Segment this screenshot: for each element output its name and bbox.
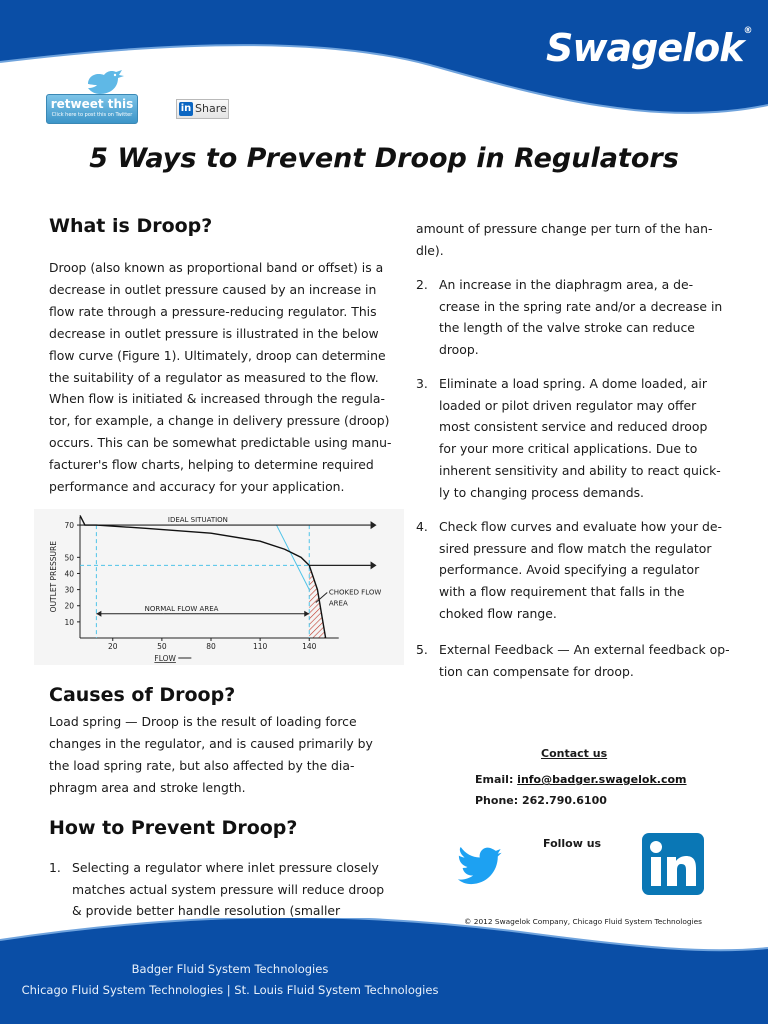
contact-phone: Phone: 262.790.6100 xyxy=(475,794,607,807)
text-line: When flow is initiated & increased through the regula- xyxy=(49,391,385,407)
normal-flow-arrow-right xyxy=(304,611,309,617)
text-line: External Feedback — An external feedback op- xyxy=(439,642,730,657)
linkedin-follow-icon[interactable] xyxy=(642,833,704,895)
text-line: phragm area and stroke length. xyxy=(49,779,246,795)
x-tick-label: 20 xyxy=(107,642,118,651)
linkedin-icon: in xyxy=(180,103,192,114)
text-line: inherent sensitivity and ability to react quick- xyxy=(439,462,721,478)
text-line: flow curve (Figure 1). Ultimately, droop can determine xyxy=(49,347,386,363)
text-line: matches actual system pressure will reduce droop xyxy=(72,881,385,897)
text-line: Load spring — Droop is the result of loading force xyxy=(49,714,357,729)
x-tick-label: 140 xyxy=(302,642,317,651)
text-line: decrease in outlet pressure is illustrated in the below xyxy=(49,325,379,341)
annotation-normal-flow: NORMAL FLOW AREA xyxy=(144,604,219,613)
step-number: 4. xyxy=(416,519,428,534)
text-line: the length of the valve stroke can reduce xyxy=(439,320,695,336)
step-text xyxy=(72,857,384,922)
step-text xyxy=(439,274,722,361)
y-tick-label: 20 xyxy=(64,601,74,611)
y-tick-label: 10 xyxy=(64,617,74,627)
step-1-continuation xyxy=(416,218,736,262)
contact-email: Email: info@badger.swagelok.com xyxy=(475,773,687,786)
causes-text xyxy=(49,711,399,799)
y-axis-label: OUTLET PRESSURE xyxy=(49,541,58,613)
flow-curve-line xyxy=(80,515,326,638)
text-line: tor, for example, a change in delivery pressure (droop) xyxy=(49,413,390,429)
section-heading-what-is-droop: What is Droop? xyxy=(49,215,213,237)
text-line: most consistent service and reduced droop xyxy=(439,419,708,435)
step-number: 3. xyxy=(416,376,428,391)
y-tick-label: 40 xyxy=(64,569,74,579)
step-number: 5. xyxy=(416,642,428,657)
text-line: changes in the regulator, and is caused primarily by xyxy=(49,735,373,751)
swagelok-logo: Swagelok® xyxy=(546,26,752,70)
annotation-choked-area: AREA xyxy=(328,599,348,608)
text-line: the suitability of a regulator as measured to the flow. xyxy=(49,369,379,385)
page-title: 5 Ways to Prevent Droop in Regulators xyxy=(89,143,679,174)
guide-slope xyxy=(277,525,310,590)
text-line: performance. Avoid specifying a regulator xyxy=(439,562,700,578)
text-line: for your more critical applications. Due to xyxy=(439,441,698,457)
flow-curve-svg xyxy=(34,509,404,665)
normal-flow-arrow-left xyxy=(96,611,101,617)
text-line: with a flow requirement that falls in the xyxy=(439,584,685,600)
x-tick-label: 110 xyxy=(252,642,268,651)
text-line: flow rate through a pressure-reducing regulator. This xyxy=(49,303,377,319)
footer-line-2: Chicago Fluid System Technologies | St. Louis Fluid System Technologies xyxy=(21,983,439,997)
copyright-text: © 2012 Swagelok Company, Chicago Fluid System Technologies xyxy=(464,917,702,926)
annotation-choked: CHOKED FLOW xyxy=(328,588,382,597)
x-tick-label: 50 xyxy=(157,642,167,651)
contact-heading: Contact us xyxy=(541,747,608,760)
section-heading-prevent: How to Prevent Droop? xyxy=(49,817,298,839)
text-line: ly to changing process demands. xyxy=(439,484,644,500)
text-line: loaded or pilot driven regulator may offer xyxy=(439,397,697,413)
text-line: occurs. This can be somewhat predictable using manu- xyxy=(49,435,392,451)
arrow-head-2 xyxy=(371,561,377,569)
step-text xyxy=(439,639,730,682)
text-line: sired pressure and flow match the regulator xyxy=(439,540,712,556)
text-line: performance and accuracy for your application. xyxy=(49,479,345,495)
text-line: tion can compensate for droop. xyxy=(439,663,634,679)
y-tick-label: 70 xyxy=(64,521,74,531)
step-number: 1. xyxy=(49,860,61,875)
annotation-ideal: IDEAL SITUATION xyxy=(167,516,228,525)
step-text xyxy=(439,373,721,503)
text-line: choked flow range. xyxy=(439,605,557,621)
text-line: An increase in the diaphragm area, a de- xyxy=(439,277,694,292)
text-line: amount of pressure change per turn of the han- xyxy=(416,221,713,236)
y-tick-label: 30 xyxy=(64,585,74,595)
text-line: crease in the spring rate and/or a decrease in xyxy=(439,298,723,314)
step-text xyxy=(439,516,722,625)
text-line: decrease in outlet pressure caused by an increase in xyxy=(49,281,377,297)
text-line: Selecting a regulator where inlet pressure closely xyxy=(72,860,379,875)
text-line: & provide better handle resolution (smaller xyxy=(72,903,341,919)
text-line: droop. xyxy=(439,342,479,358)
text-line: facturer's flow charts, helping to determine required xyxy=(49,457,374,473)
twitter-follow-icon[interactable] xyxy=(456,846,504,886)
what-is-droop-text xyxy=(49,257,399,498)
y-tick-label: 50 xyxy=(64,553,74,563)
arrow-head-1 xyxy=(371,521,377,529)
follow-us-label: Follow us xyxy=(543,837,602,850)
text-line: dle). xyxy=(416,242,444,258)
step-number: 2. xyxy=(416,277,428,292)
text-line: Droop (also known as proportional band or offset) is a xyxy=(49,260,384,275)
text-line: Check flow curves and evaluate how your de- xyxy=(439,519,722,534)
flow-curve-chart xyxy=(34,509,404,665)
footer-line-1: Badger Fluid System Technologies xyxy=(131,962,329,976)
text-line: the load spring rate, but also affected by the dia- xyxy=(49,757,355,773)
linkedin-share-button[interactable]: in Share xyxy=(176,99,229,119)
email-link[interactable]: info@badger.swagelok.com xyxy=(517,773,687,786)
x-axis-label: FLOW xyxy=(154,654,176,663)
x-tick-label: 80 xyxy=(206,642,216,651)
section-heading-causes: Causes of Droop? xyxy=(49,684,236,706)
text-line: Eliminate a load spring. A dome loaded, air xyxy=(439,376,707,391)
retweet-button[interactable]: retweet this Click here to post this on Twitter xyxy=(46,94,138,124)
